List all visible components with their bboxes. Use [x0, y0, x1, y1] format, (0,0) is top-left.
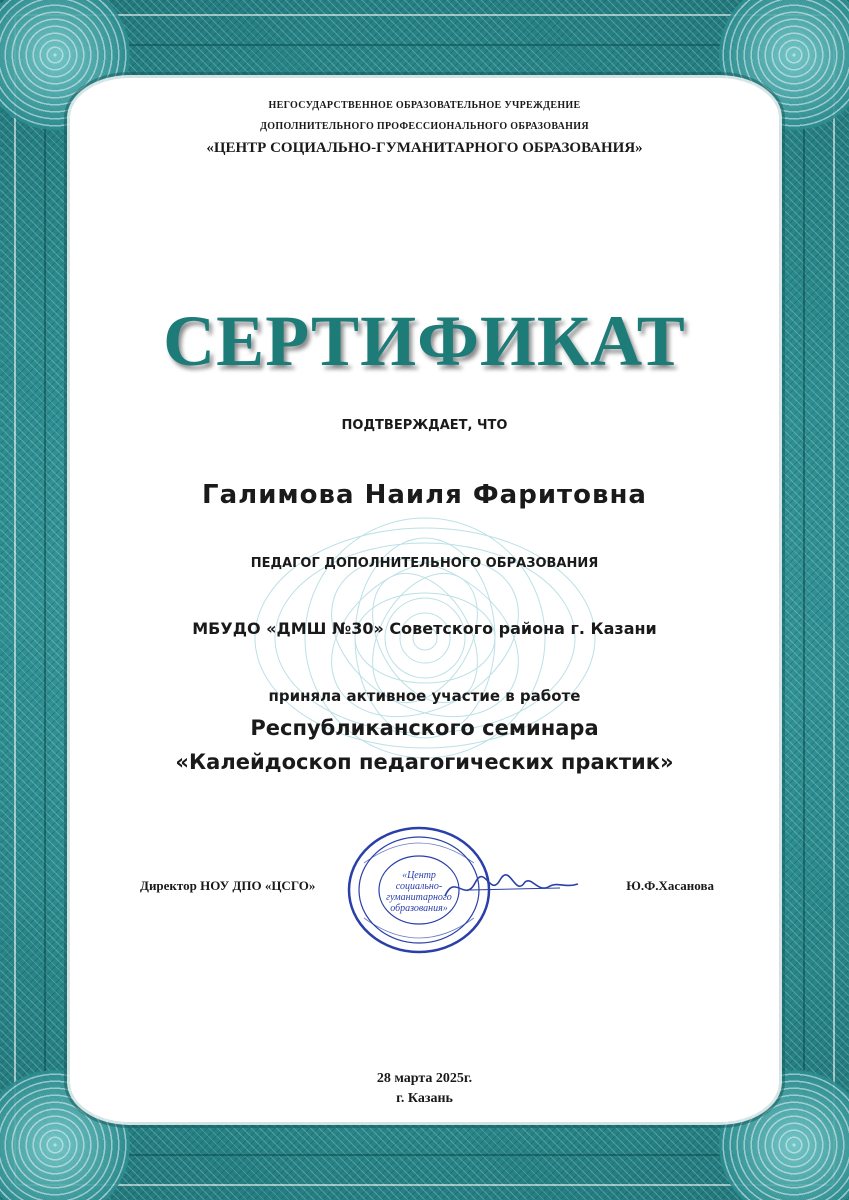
recipient-name: Галимова Наиля Фаритовна — [202, 480, 647, 510]
issue-city: г. Казань — [396, 1091, 453, 1106]
issue-date: 28 марта 2025г. — [376, 1071, 473, 1086]
participation-line-3: «Калейдоскоп педагогических практик» — [175, 750, 674, 774]
svg-text:«Центр: «Центр — [402, 870, 436, 881]
recipient-position: ПЕДАГОГ ДОПОЛНИТЕЛЬНОГО ОБРАЗОВАНИЯ — [250, 556, 599, 571]
director-signature — [440, 868, 580, 908]
participation-line-2: Республиканского семинара — [250, 716, 599, 740]
recipient-organization: МБУДО «ДМШ №30» Советского района г. Казани — [192, 619, 657, 638]
director-name: Ю.Ф.Хасанова — [626, 878, 714, 893]
svg-text:социально-: социально- — [395, 881, 443, 892]
institution-line-1: НЕГОСУДАРСТВЕННОЕ ОБРАЗОВАТЕЛЬНОЕ УЧРЕЖДЕНИЕ — [268, 100, 581, 111]
participation-line-1: приняла активное участие в работе — [268, 687, 581, 705]
certificate-title: СЕРТИФИКАТ — [163, 301, 686, 381]
confirms-label: ПОДТВЕРЖДАЕТ, ЧТО — [341, 418, 508, 433]
institution-line-2: ДОПОЛНИТЕЛЬНОГО ПРОФЕССИОНАЛЬНОГО ОБРАЗОВАНИЯ — [260, 121, 589, 132]
institution-name: «ЦЕНТР СОЦИАЛЬНО-ГУМАНИТАРНОГО ОБРАЗОВАНИЯ» — [206, 140, 643, 156]
certificate-body — [70, 78, 779, 1122]
director-role: Директор НОУ ДПО «ЦСГО» — [140, 878, 316, 893]
svg-text:образования»: образования» — [390, 903, 448, 914]
svg-text:гуманитарного: гуманитарного — [386, 892, 452, 903]
